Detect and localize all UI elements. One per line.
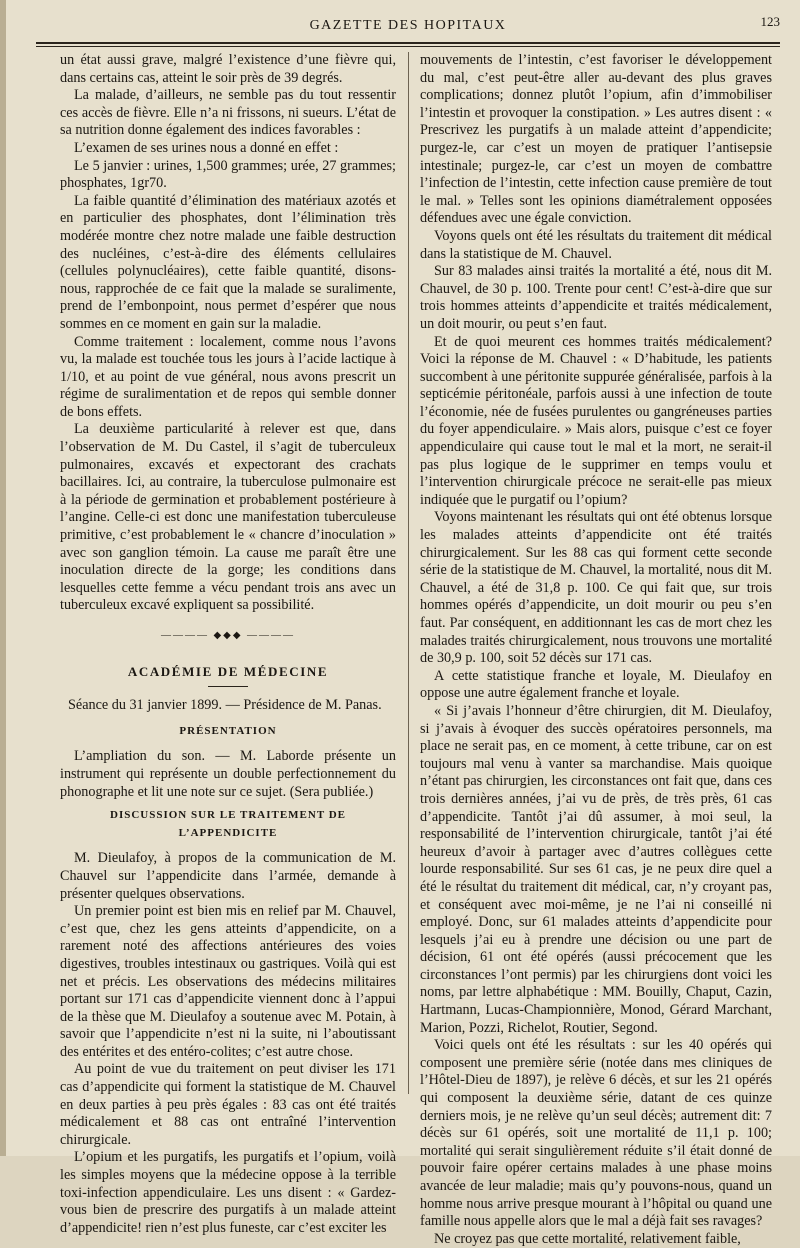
- paragraph: Au point de vue du traitement on peut diviser les 171 cas d’appendicite qui forment la statistique de M. Chauvel en deux parties à peu près égales : 83 cas ont été traités médicalement et 88 cas ont entraîné l’intervention chirurgicale.: [60, 1061, 396, 1148]
- paragraph: Ne croyez pas que cette mortalité, relativement faible,: [434, 1230, 741, 1247]
- paragraph: Voyons quels ont été les résultats du traitement dit médical dans la statistique de M. Chauvel.: [420, 227, 772, 262]
- column-divider: [408, 52, 409, 1094]
- paragraph: Voyons maintenant les résultats qui ont été obtenus lorsque les malades atteints d’appendicite ont été traités chirurgicalement. Sur les 88 cas qui forment cette seconde série de la statistique de M. Chauvel, la mortalité, nous dit M. Chauvel, a été de 31,8 p. 100. Ce qui fait que, sur trois hommes opérés d’appendicite, un doit mourir ou peu s’en faut. Par conséquent, en additionnant les cas de mort chez les malades traités chirurgicalement, nous trouvons une mortalité de 30,9 p. 100, soit 52 décès sur 171 cas.: [420, 509, 772, 667]
- paragraph: mouvements de l’intestin, c’est favoriser le développement du mal, c’est peut-être aller au-devant des plus graves complications; donnez plutôt l’opium, afin d’immobiliser l’intestin et provoquer la constipation. » Les autres disent : « Prescrivez les purgatifs à un malade atteint d’appendicite; purgez-le, car c’est un moyen de pratiquer l’antisepsie intestinale; purgez-le, car c’est un moyen de combattre l’infection de l’intestin, cette infection cause première de tout le mal. » Telles sont les opinions diamétralement opposées défendues avec une égale conviction.: [420, 52, 772, 227]
- paragraph: L’examen de ses urines nous a donné en effet :: [74, 139, 339, 156]
- section-title: ACADÉMIE DE MÉDECINE: [127, 663, 329, 679]
- paragraph: La deuxième particularité à relever est que, dans l’observation de M. Du Castel, il s’agit de tuberculeux pulmonaires, excavés et expectorant des crachats bacillaires. Ici, au contraire, la tuberculose pulmonaire est à la période de germination et probablement postérieure à l’angine. Celle-ci est donc une manifestation tuberculeuse primitive, c’est probablement le « chancre d’inoculation » avec son ganglion témoin. La cause me paraît être une inoculation directe de la gorge; les conditions dans lesquelles cette femme a vécu pendant trois ans avec un tuberculeux excavé expliquent sa possibilité.: [60, 421, 396, 614]
- discussion-heading: DISCUSSION SUR LE TRAITEMENT DE L’APPENDICITE: [110, 809, 346, 839]
- section-ornament: ———— ◆◆◆ ————: [160, 630, 296, 641]
- seance-line: Séance du 31 janvier 1899. — Présidence de M. Panas.: [68, 697, 382, 714]
- page-header: [36, 14, 780, 38]
- paragraph: un état aussi grave, malgré l’existence d’une fièvre qui, dans certains cas, atteint le soir près de 39 degrés.: [60, 52, 396, 86]
- paragraph: M. Dieulafoy, à propos de la communication de M. Chauvel sur l’appendicite dans l’armée, demande à présenter quelques observations.: [60, 850, 396, 902]
- paragraph: Sur 83 malades ainsi traités la mortalité a été, nous dit M. Chauvel, de 30 p. 100. Trente pour cent! C’est-à-dire que sur trois hommes atteints d’appendicite et traités médicalement, un doit mourir, ou peut s’en faut.: [420, 263, 772, 332]
- paragraph: La faible quantité d’élimination des matériaux azotés et en particulier des phosphates, dont l’élimination très modérée montre chez notre malade une faible destruction des nucléines, c’est-à-dire des éléments cellulaires (cellules polynucléaires), cette faible quantité, disons-nous, rapprochée de ce fait que la malade se suralimente, prend de l’embonpoint, nous permet d’espérer que nous sommes en ce moment en gain sur la maladie.: [60, 192, 396, 332]
- presentation-paragraph: L’ampliation du son. — M. Laborde présente un instrument qui représente un double perfectionnement du phonographe et lit une note sur ce sujet. (Sera publiée.): [60, 748, 396, 800]
- paragraph: Voici quels ont été les résultats : sur les 40 opérés qui composent une première série (notée dans mes cliniques de l’Hôtel-Dieu de 1897), je relève 6 décès, et sur les 21 opérés qui composent la deuxième série, datant de ces quinze derniers mois, je ne relève qu’un seul décès; autrement dit: 7 décès sur 61 opérés, soit une mortalité de 11,1 p. 100; mortalité qui serait singulièrement réduite s’il était donné de pouvoir faire opérer certains malades à une phase moins avancée de leur maladie; mais qu’y pouvons-nous, quand un homme nous arrive presque mourant à l’hôpital ou quand une famille nous appelle alors que le mal a déjà fait ses ravages?: [420, 1037, 772, 1230]
- paragraph: A cette statistique franche et loyale, M. Dieulafoy en oppose une autre également franche et loyale.: [420, 667, 772, 702]
- header-rule: [36, 42, 780, 47]
- paragraph: L’opium et les purgatifs, les purgatifs et l’opium, voilà les simples moyens que la médecine oppose à la terrible toxi-infection appendiculaire. Les uns disent : « Gardez-vous bien de prescrire des purgatifs à un malade atteint d’appendicite! rien n’est plus funeste, car c’est exciter les: [60, 1149, 396, 1236]
- paragraph: Le 5 janvier : urines, 1,500 grammes; urée, 27 grammes; phosphates, 1gr70.: [60, 157, 396, 192]
- running-title: GAZETTE DES HOPITAUX: [309, 18, 507, 33]
- presentation-heading: PRÉSENTATION: [179, 724, 277, 737]
- paragraph: Un premier point est bien mis en relief par M. Chauvel, c’est que, chez les gens atteints d’appendicite, on a rarement noté des affections antérieures des voies digestives, troubles intestinaux ou gastriques. Voilà qui est net et précis. Les observations des médecins militaires portant sur 171 cas d’appendicite viennent donc à l’appui de la thèse que M. Dieulafoy a soutenue avec M. Potain, à savoir que l’appendicite n’est ni la suite, ni l’aboutissant des entérites et des entéro-colites; c’est autre chose.: [60, 903, 396, 1060]
- right-column: [420, 52, 772, 1248]
- section-rule: [208, 686, 248, 687]
- left-column: [60, 52, 396, 1237]
- paragraph: Comme traitement : localement, comme nous l’avons vu, la malade est touchée tous les jours à l’acide lactique à 1/10, et au point de vue général, nous avons prescrit un régime de suralimentation et de repos qui semble donner de bons effets.: [60, 333, 396, 420]
- paragraph: Et de quoi meurent ces hommes traités médicalement? Voici la réponse de M. Chauvel : « D’habitude, les patients succombent à une péritonite suppurée généralisée, parfois à la septicémie péritonéale, parfois aussi à une infection de toute l’économie, née de fusées purulentes ou gangréneuses parties du foyer appendiculaire. » Mais alors, puisque c’est ce foyer appendiculaire qui cause tout le mal et la mort, ne serait-il pas plus logique de le supprimer en temps voulu et l’intervention chirurgicale précoce ne serait-elle pas mieux indiquée que le purgatif ou l’opium?: [420, 333, 772, 508]
- paragraph: « Si j’avais l’honneur d’être chirurgien, dit M. Dieulafoy, si j’avais à évoquer des succès opératoires personnels, ma place ne serait pas, en ce moment, à cette tribune, car on est toujours mal venu à vanter sa marchandise. Mais quoique n’étant pas chirurgien, les circonstances ont fait que, dans ces trois dernières années, j’ai vu de près, de très près, 61 cas d’appendicite. Tantôt j’ai dû assumer, à moi seul, la responsabilité de l’intervention chirurgicale, tantôt j’ai été heureux d’avoir à partager avec d’autres collègues cette lourde responsabilité. Sur ses 61 cas, je ne peux dire quel a été le résultat du traitement dit médical, car, n’y croyant pas, et conséquent avec moi-même, je ne l’ai ni conseillé ni employé. Donc, sur 61 malades atteints d’appendicite pour lesquels j’ai eu à prendre une décision ou une part de décision, 61 ont été opérés (aussi précocement que les circonstances l’ont permis) par les chirurgiens dont voici les noms, par lettre alphabétique : MM. Bouilly, Chaput, Cazin, Hartmann, Lucas-Championnière, Monod, Gérard Marchant, Marion, Pozzi, Richelot, Routier, Segond.: [420, 702, 772, 1036]
- page-number: 123: [760, 14, 780, 29]
- paragraph: La malade, d’ailleurs, ne semble pas du tout ressentir ces accès de fièvre. Elle n’a ni frissons, ni sueurs. L’état de sa nutrition donne également des indices favorables :: [60, 87, 396, 139]
